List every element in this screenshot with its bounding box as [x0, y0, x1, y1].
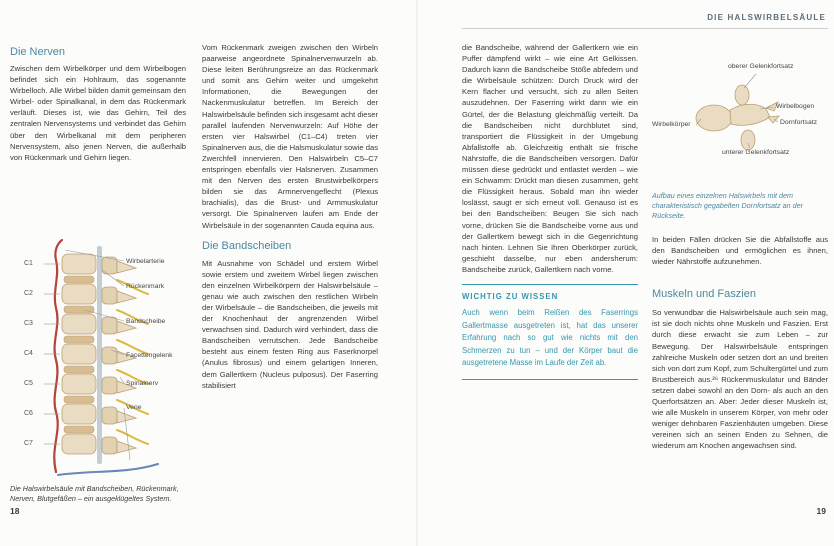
vertebra-label-c6: C6 — [24, 410, 33, 417]
figure-part-label-bandscheibe: Bandscheibe — [126, 318, 166, 325]
left-column-1 — [10, 46, 186, 163]
left-column-2 — [202, 42, 378, 391]
vein-shape — [58, 464, 158, 475]
running-header-rule — [462, 28, 828, 29]
figure-part-label-rueckenmark: Rückenmark — [126, 283, 165, 290]
figure-part-label-wirbelarterie: Wirbelarterie — [126, 258, 165, 265]
cervical-spine-figure — [10, 232, 190, 480]
infobox-wichtig — [462, 284, 638, 380]
figure-part-label-dornfortsatz: Dornfortsatz — [780, 119, 818, 126]
paragraph-spinalnerven: Vom Rückenmark zweigen zwischen den Wirbeln paarweise angeordnete Spinalnervenwurzeln ab. Diese leiten Berührungsreize an das Rückenmark und somit ans Gehirn weiter und umgekehrt Informationen, die Bewegungen der Nackenmuskulatur betreffen. Im Bereich der Halswirbelsäule befinden sich insgesamt acht dieser parallel laufenden Nervenwurzeln: Auf Höhe der ersten vier Halswirbel (C1–C4) treten vier Spinalnerven aus, die die Halsmuskulatur sowie das Zwerchfell innervieren. Den Halswirbeln C5–C7 entspringen ebenfalls vier Halsnerven. Zusammen mit den Nerven des ersten Brustwirbelkörpers bilden sie das Armnervengeflecht (Plexus brachialis), das die Brust- und Armmuskulatur versorgt. Die Spinalnerven laufen am Ende der Wirbelsäule in der sogenannten Cauda equina aus. — [202, 43, 379, 230]
figure-part-label-vene: Vene — [126, 404, 142, 411]
figure-caption-right: Aufbau eines einzelnen Halswirbels mit dem charakteristisch gegabelten Dornfortsatz an der Rückseite. — [652, 191, 804, 220]
vertebra-label-c7: C7 — [24, 440, 33, 447]
paragraph-faellen: In beiden Fällen drücken Sie die Abfallstoffe aus den Bandscheiben und ermöglichen es ihnen, wieder Nährstoffe aufzunehmen. — [652, 235, 828, 267]
vertebra-label-c3: C3 — [24, 320, 33, 327]
running-header: DIE HALSWIRBELSÄULE — [707, 13, 826, 22]
figure-part-label-spinalnerv: Spinalnerv — [126, 380, 159, 387]
section-heading-bandscheiben: Die Bandscheiben — [202, 239, 292, 252]
figure-part-label-facettengelenk: Facettengelenk — [126, 352, 173, 359]
paragraph-muskeln: So verwundbar die Halswirbelsäule auch sein mag, ist sie doch nichts ohne Muskeln und Faszien. Erst durch diese erwacht sie zum Leben – zur Bewegung. Der Halswirbelsäule entspringen zahlreiche Muskeln oder setzen dort an und breiten sich von dort zum Kopf, zum Schultergürtel und zum Brustbereich aus.²⁶ Rückenmuskulatur und Bänder setzen dabei sowohl an den Dorn- als auch an den Querfortsätzen an. Aber: Jeder dieser Muskeln ist, wie alle Muskeln in unserem Körper, von mehr oder weniger dehnbaren Faszienhäuten umgeben. Diese vereinen sich an seinen Enden zu Sehnen, die wiederum am Knochen angewachsen sind. — [652, 308, 829, 451]
vertebra-label-c1: C1 — [24, 260, 33, 267]
artery-shape — [54, 240, 62, 472]
right-column-1 — [462, 42, 638, 380]
infobox-text: Auch wenn beim Reißen des Faserrings Gallertmasse ausgetreten ist, hat das unserer Erfahrung nach so gut wie nichts mit den Schmerzen zu tun – und der Körper baut die ausgetretene Masse im Laufe der Zeit ab. — [462, 307, 638, 368]
figure-part-label-oberer-gelenkfortsatz: oberer Gelenkfortsatz — [728, 63, 794, 70]
paragraph-bandscheiben: Mit Ausnahme von Schädel und erstem Wirbel sowie erstem und zweitem Wirbel liegen zwischen den einzelnen Wirbelkörpern der Halswirbelsäule – genau wie auch zwischen den restlichen Wirbeln der Wirbelsäule – die Bandscheiben, die jeweils mit der Knochenhaut der angrenzenden Wirbel verwachsen sind. Dadurch wird verhindert, dass die Bandscheiben verrutschen. Jede Bandscheibe besteht aus einem festen Ring aus Faserknorpel (Anulus fibrosus) und einem gelartigen Inneren, dem Gallertkern (Nucleus pulposus). Der Faserring stabilisiert — [202, 258, 378, 390]
section-heading-nerven: Die Nerven — [10, 46, 66, 58]
right-column-2 — [652, 58, 828, 452]
infobox-title: WICHTIG ZU WISSEN — [462, 291, 559, 301]
spinal-cord-shape — [97, 246, 102, 464]
section-heading-muskeln: Muskeln und Faszien — [652, 288, 756, 301]
figure-caption-left: Die Halswirbelsäule mit Bandscheiben, Rückenmark, Nerven, Blutgefäßen – ein ausgeklügeltes System. — [10, 484, 179, 503]
figure-part-label-wirbelkoerper: Wirbelkörper — [652, 121, 691, 128]
vertebra-shapes — [696, 85, 779, 150]
paragraph-nerven: Zwischen dem Wirbelkörper und dem Wirbelbogen befindet sich ein Hohlraum, das sogenannte Wirbelloch. Alle Wirbel bilden damit gemeinsam den Wirbel- oder Spinalkanal, in dem das Rückenmark verläuft. Dieses ist, wie das Gehirn, Teil des zentralen Nervensystems und verbindet das Gehirn über den Wirbelkanal mit dem peripheren Nervensystem, also jenen Nerven, die außerhalb von Rückenmark und Gehirn liegen. — [10, 64, 186, 162]
vertebra-figure — [652, 58, 828, 188]
vertebra-label-c4: C4 — [24, 350, 33, 357]
figure-part-label-unterer-gelenkfortsatz: unterer Gelenkfortsatz — [722, 149, 790, 156]
figure-part-label-wirbelbogen: Wirbelbogen — [776, 103, 815, 110]
vertebra-label-c2: C2 — [24, 290, 33, 297]
paragraph-gallertkern: die Bandscheibe, während der Gallertkern wie ein Puffer dämpfend wirkt – wie eine Art Gelkissen. Dadurch kann die Bandscheibe Stöße abfedern und die Wirbelsäule schützen: Durch Druck wird der Kern flacher und versucht, sich zu allen Seiten auszudehnen. Der Faserring wirkt dann wie ein Gürtel, der die Belastung gleichmäßig verteilt. Da die Bandscheiben nicht durchblutet sind, transportiert die Flüssigkeit in der Umgebung Abfallstoffe ab. Gleichzeitig enthält sie frische Nährstoffe, die die Bandscheiben versorgen. Dafür müssen diese gedrückt und entlastet werden – wie ein Schwamm: Drückt man diesen zusammen, geht die Flüssigkeit heraus. Sobald man ihn wieder loslässt, saugt er sich erneut voll. Genauso ist es bei den Bandscheiben: Beugen Sie sich nach vorne, drücken Sie die Bandscheibe vorne aus und der Gallertkern bewegt sich in die Gegenrichtung nach hinten. Lehnen Sie Ihren Oberkörper zurück, geschieht dasselbe, nur eben andersherum: Bandscheibe zurück, Gallertkern nach vorne. — [462, 43, 638, 274]
vertebra-label-c5: C5 — [24, 380, 33, 387]
page-gutter-shadow — [416, 0, 418, 546]
page-number-left: 18 — [10, 506, 20, 516]
page-number-right: 19 — [816, 506, 826, 516]
